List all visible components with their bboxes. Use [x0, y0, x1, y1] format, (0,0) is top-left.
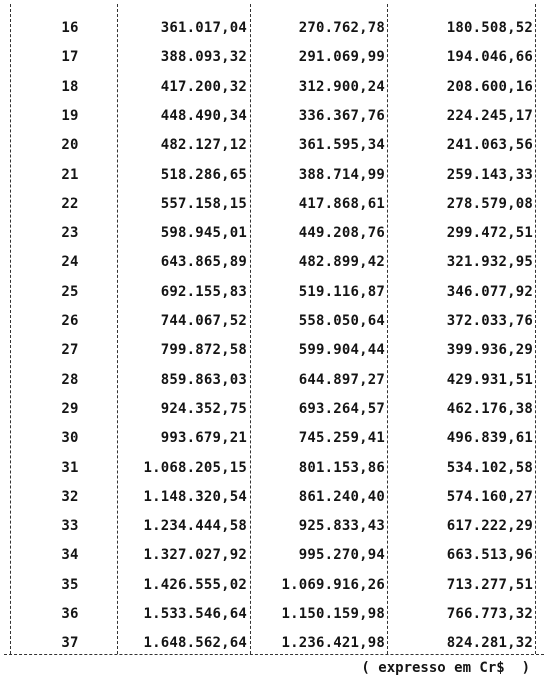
year-cell: 24: [61, 254, 79, 271]
value-a-cell: 448.490,34: [160, 107, 247, 124]
value-b-cell: 801.153,86: [298, 459, 385, 476]
value-a-cell: 692.155,83: [160, 283, 247, 300]
value-b-cell: 995.270,94: [298, 547, 385, 564]
year-cell: 37: [61, 635, 79, 652]
value-c-cell: 194.046,66: [446, 49, 533, 66]
table-row: [0, 338, 550, 364]
year-cell: 25: [61, 283, 79, 300]
value-a-cell: 557.158,15: [160, 195, 247, 212]
value-b-cell: 482.899,42: [298, 254, 385, 271]
value-c-cell: 241.063,56: [446, 137, 533, 154]
year-cell: 31: [61, 459, 79, 476]
year-cell: 26: [61, 313, 79, 329]
year-cell: 34: [61, 547, 79, 564]
year-cell: 16: [61, 20, 79, 36]
value-c-cell: 372.033,76: [446, 313, 533, 329]
year-cell: 21: [61, 166, 79, 183]
year-cell: 33: [61, 518, 79, 535]
table-row: [0, 426, 550, 452]
year-cell: 20: [61, 137, 79, 154]
table-row: [0, 221, 550, 247]
value-a-cell: 518.286,65: [160, 166, 247, 183]
value-b-cell: 745.259,41: [298, 430, 385, 447]
value-c-cell: 259.143,33: [446, 166, 533, 183]
year-cell: 36: [61, 606, 79, 622]
year-cell: 28: [61, 371, 79, 388]
table-row: [0, 456, 550, 482]
value-c-cell: 429.931,51: [446, 371, 533, 388]
value-c-cell: 824.281,32: [446, 635, 533, 652]
value-b-cell: 388.714,99: [298, 166, 385, 183]
value-c-cell: 321.932,95: [446, 254, 533, 271]
value-b-cell: 312.900,24: [298, 78, 385, 95]
table-row: [0, 631, 550, 657]
table-row: [0, 602, 550, 628]
value-c-cell: 278.579,08: [446, 195, 533, 212]
table-row: [0, 75, 550, 101]
value-a-cell: 993.679,21: [160, 430, 247, 447]
value-a-cell: 643.865,89: [160, 254, 247, 271]
table-row: [0, 163, 550, 189]
value-b-cell: 336.367,76: [298, 107, 385, 124]
value-b-cell: 644.897,27: [298, 371, 385, 388]
value-a-cell: 744.067,52: [160, 313, 247, 329]
value-b-cell: 449.208,76: [298, 225, 385, 242]
value-a-cell: 598.945,01: [160, 225, 247, 242]
value-a-cell: 388.093,32: [160, 49, 247, 66]
value-b-cell: 1.236.421,98: [281, 635, 385, 652]
value-a-cell: 924.352,75: [160, 400, 247, 417]
value-b-cell: 291.069,99: [298, 49, 385, 66]
value-a-cell: 1.648.562,64: [143, 635, 247, 652]
value-c-cell: 766.773,32: [446, 606, 533, 622]
value-c-cell: 496.839,61: [446, 430, 533, 447]
value-a-cell: 859.863,03: [160, 371, 247, 388]
value-b-cell: 417.868,61: [298, 195, 385, 212]
value-c-cell: 180.508,52: [446, 20, 533, 36]
value-a-cell: 799.872,58: [160, 342, 247, 359]
table-row: [0, 543, 550, 569]
value-b-cell: 1.150.159,98: [281, 606, 385, 622]
table-row: [0, 16, 550, 42]
value-b-cell: 1.069.916,26: [281, 576, 385, 593]
table-row: [0, 309, 550, 335]
year-cell: 30: [61, 430, 79, 447]
value-c-cell: 462.176,38: [446, 400, 533, 417]
value-a-cell: 1.327.027,92: [143, 547, 247, 564]
value-b-cell: 925.833,43: [298, 518, 385, 535]
table-row: [0, 133, 550, 159]
value-a-cell: 1.148.320,54: [143, 488, 247, 505]
table-row: [0, 192, 550, 218]
year-cell: 29: [61, 400, 79, 417]
year-cell: 22: [61, 195, 79, 212]
value-c-cell: 713.277,51: [446, 576, 533, 593]
table-row: [0, 280, 550, 306]
value-c-cell: 224.245,17: [446, 107, 533, 124]
table-row: [0, 368, 550, 394]
value-b-cell: 861.240,40: [298, 488, 385, 505]
value-a-cell: 1.533.546,64: [143, 606, 247, 622]
table-row: [0, 397, 550, 423]
value-c-cell: 399.936,29: [446, 342, 533, 359]
table-row: [0, 573, 550, 599]
value-c-cell: 208.600,16: [446, 78, 533, 95]
value-a-cell: 417.200,32: [160, 78, 247, 95]
year-cell: 17: [61, 49, 79, 66]
table-row: [0, 250, 550, 276]
value-b-cell: 361.595,34: [298, 137, 385, 154]
value-c-cell: 534.102,58: [446, 459, 533, 476]
value-c-cell: 663.513,96: [446, 547, 533, 564]
year-cell: 35: [61, 576, 79, 593]
value-b-cell: 599.904,44: [298, 342, 385, 359]
value-a-cell: 482.127,12: [160, 137, 247, 154]
year-cell: 32: [61, 488, 79, 505]
table-row: [0, 45, 550, 71]
value-a-cell: 361.017,04: [160, 20, 247, 36]
value-a-cell: 1.068.205,15: [143, 459, 247, 476]
value-a-cell: 1.234.444,58: [143, 518, 247, 535]
year-cell: 23: [61, 225, 79, 242]
table-row: [0, 485, 550, 511]
value-b-cell: 693.264,57: [298, 400, 385, 417]
value-c-cell: 299.472,51: [446, 225, 533, 242]
value-c-cell: 574.160,27: [446, 488, 533, 505]
value-b-cell: 558.050,64: [298, 313, 385, 329]
value-b-cell: 270.762,78: [298, 20, 385, 36]
value-a-cell: 1.426.555,02: [143, 576, 247, 593]
currency-footnote: ( expresso em Cr$ ): [361, 660, 530, 676]
year-cell: 18: [61, 78, 79, 95]
value-b-cell: 519.116,87: [298, 283, 385, 300]
value-c-cell: 346.077,92: [446, 283, 533, 300]
table-row: [0, 104, 550, 130]
table-row: [0, 514, 550, 540]
year-cell: 27: [61, 342, 79, 359]
year-cell: 19: [61, 107, 79, 124]
value-c-cell: 617.222,29: [446, 518, 533, 535]
